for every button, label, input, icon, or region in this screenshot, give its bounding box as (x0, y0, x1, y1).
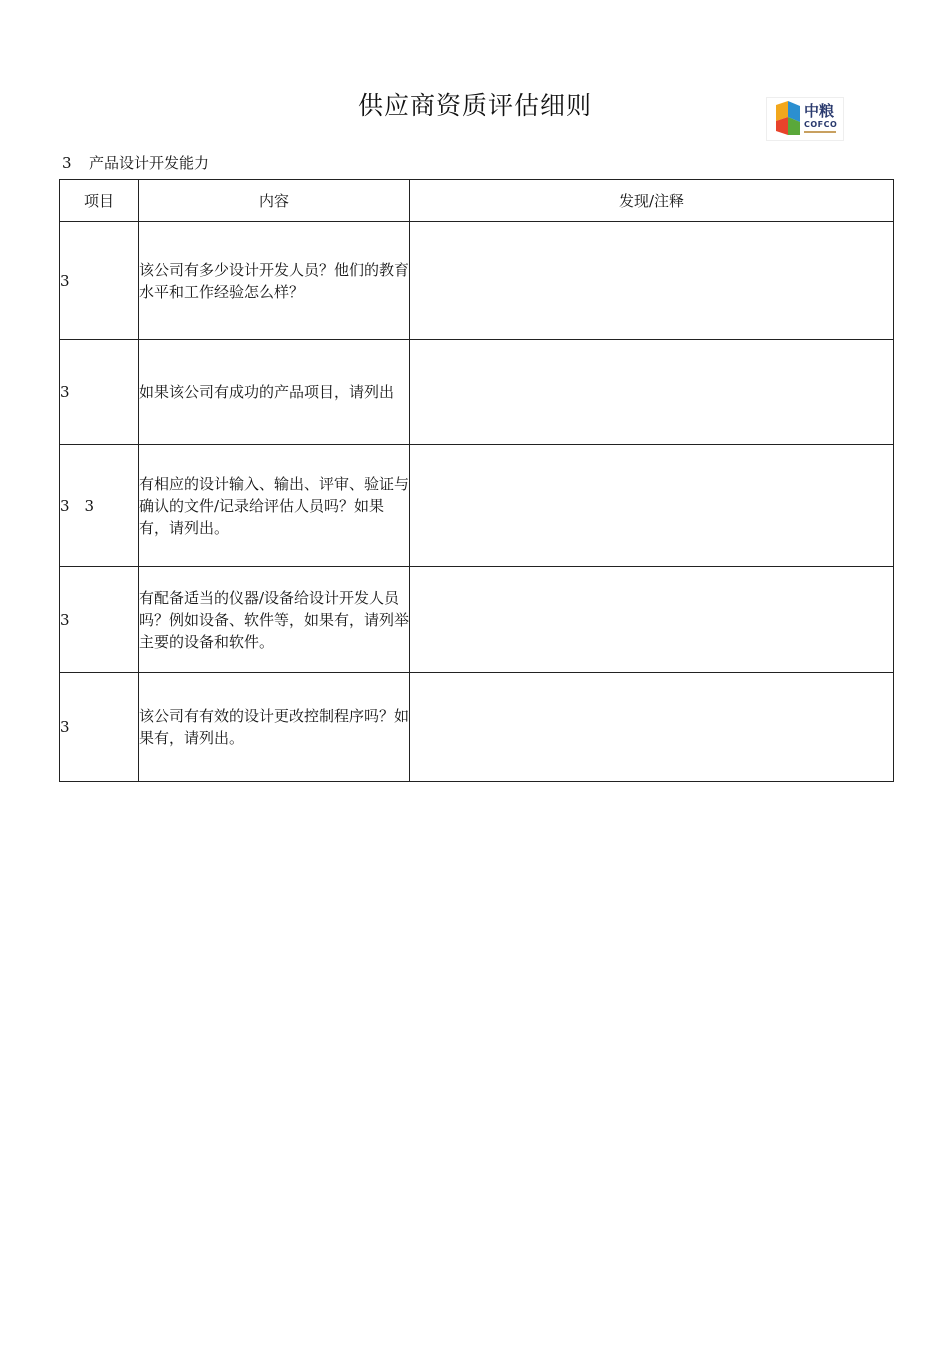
section-heading (62, 152, 209, 173)
row-content: 该公司有有效的设计更改控制程序吗？如果有，请列出。 (139, 673, 410, 782)
row-content: 有相应的设计输入、输出、评审、验证与确认的文件/记录给评估人员吗？如果有，请列出。 (139, 445, 410, 567)
header-notes: 发现/注释 (410, 180, 894, 222)
header-content: 内容 (139, 180, 410, 222)
row-item-number: 3 (60, 673, 139, 782)
cofco-logo-icon (768, 97, 804, 141)
page-title: 供应商资质评估细则 (357, 91, 592, 120)
row-item-number: 3 (60, 340, 139, 445)
logo-underline (804, 131, 836, 133)
row-notes-cell[interactable] (410, 222, 894, 340)
header-item: 项目 (60, 180, 139, 222)
table-row (60, 445, 894, 567)
row-item-number: 3 3 (60, 445, 139, 567)
section-number: 3 (62, 154, 72, 172)
table-row (60, 222, 894, 340)
table-row (60, 567, 894, 673)
assessment-table (59, 179, 894, 782)
row-content: 该公司有多少设计开发人员？他们的教育水平和工作经验怎么样？ (139, 222, 410, 340)
row-content: 有配备适当的仪器/设备给设计开发人员吗？例如设备、软件等，如果有，请列举主要的设备和软件。 (139, 567, 410, 673)
row-content: 如果该公司有成功的产品项目，请列出 (139, 340, 410, 445)
row-notes-cell[interactable] (410, 340, 894, 445)
row-notes-cell[interactable] (410, 673, 894, 782)
row-notes-cell[interactable] (410, 567, 894, 673)
cofco-logo (766, 97, 844, 141)
row-item-number: 3 (60, 567, 139, 673)
table-row (60, 673, 894, 782)
row-notes-cell[interactable] (410, 445, 894, 567)
logo-text-cn: 中粮 (804, 102, 835, 120)
section-title: 产品设计开发能力 (89, 154, 210, 172)
row-item-number: 3 (60, 222, 139, 340)
logo-text-en: COFCO (804, 120, 838, 129)
table-row (60, 340, 894, 445)
table-header-row (60, 180, 894, 222)
